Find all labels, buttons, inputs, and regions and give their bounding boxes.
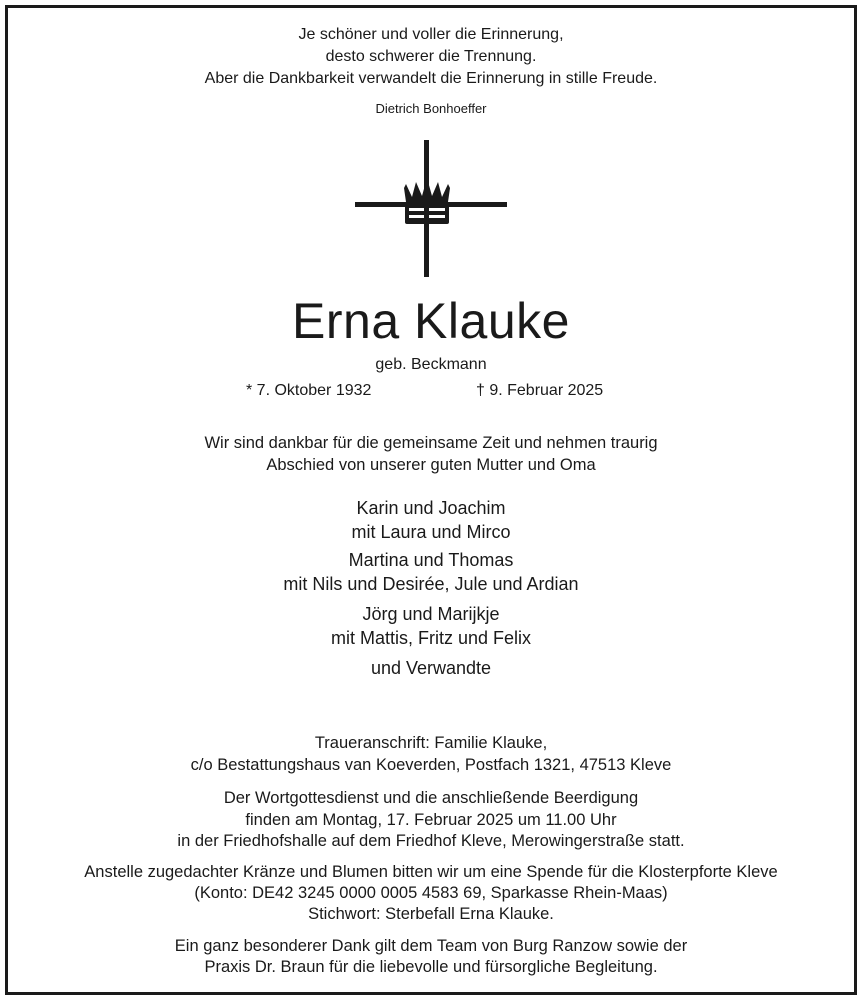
message-line: Abschied von unserer guten Mutter und Oma (266, 456, 596, 474)
family-line: Karin und Joachim (356, 498, 506, 518)
service-line: Der Wortgottesdienst und die anschließende Beerdigung (223, 789, 639, 807)
donation-line: (Konto: DE42 3245 0000 0005 4583 69, Sparkasse Rhein-Maas) (194, 884, 668, 902)
quote-line: Aber die Dankbarkeit verwandelt die Erinnerung in stille Freude. (204, 70, 658, 87)
family-line: mit Laura und Mirco (351, 522, 511, 542)
family-line: Jörg und Marijkje (362, 604, 500, 624)
quote-line: Je schöner und voller die Erinnerung, (298, 26, 564, 43)
service-line: in der Friedhofshalle auf dem Friedhof Kleve, Merowingerstraße statt. (177, 832, 685, 850)
thanks-line: Praxis Dr. Braun für die liebevolle und fürsorgliche Begleitung. (204, 958, 658, 976)
family-line: mit Nils und Desirée, Jule und Ardian (283, 574, 579, 594)
quote-line: desto schwerer die Trennung. (325, 48, 537, 65)
thanks-line: Ein ganz besonderer Dank gilt dem Team von Burg Ranzow sowie der (174, 937, 688, 955)
family-line: mit Mattis, Fritz und Felix (330, 628, 532, 648)
donation-line: Stichwort: Sterbefall Erna Klauke. (308, 905, 554, 923)
service-line: finden am Montag, 17. Februar 2025 um 11.00 Uhr (245, 811, 617, 829)
birth-date: * 7. Oktober 1932 (246, 382, 372, 399)
donation-line: Anstelle zugedachter Kränze und Blumen bitten wir um eine Spende für die Klosterpforte Kleve (84, 863, 778, 881)
cross-with-crown-icon (352, 140, 510, 278)
death-date: † 9. Februar 2025 (476, 382, 604, 399)
quote-author: Dietrich Bonhoeffer (375, 101, 487, 116)
family-line: Martina und Thomas (348, 550, 514, 570)
relatives-line: und Verwandte (370, 658, 492, 678)
birth-name: geb. Beckmann (375, 356, 487, 373)
message-line: Wir sind dankbar für die gemeinsame Zeit und nehmen traurig (204, 434, 658, 452)
address-line: c/o Bestattungshaus van Koeverden, Postfach 1321, 47513 Kleve (190, 756, 672, 774)
deceased-name: Erna Klauke (292, 293, 570, 349)
address-line: Traueranschrift: Familie Klauke, (314, 734, 548, 752)
